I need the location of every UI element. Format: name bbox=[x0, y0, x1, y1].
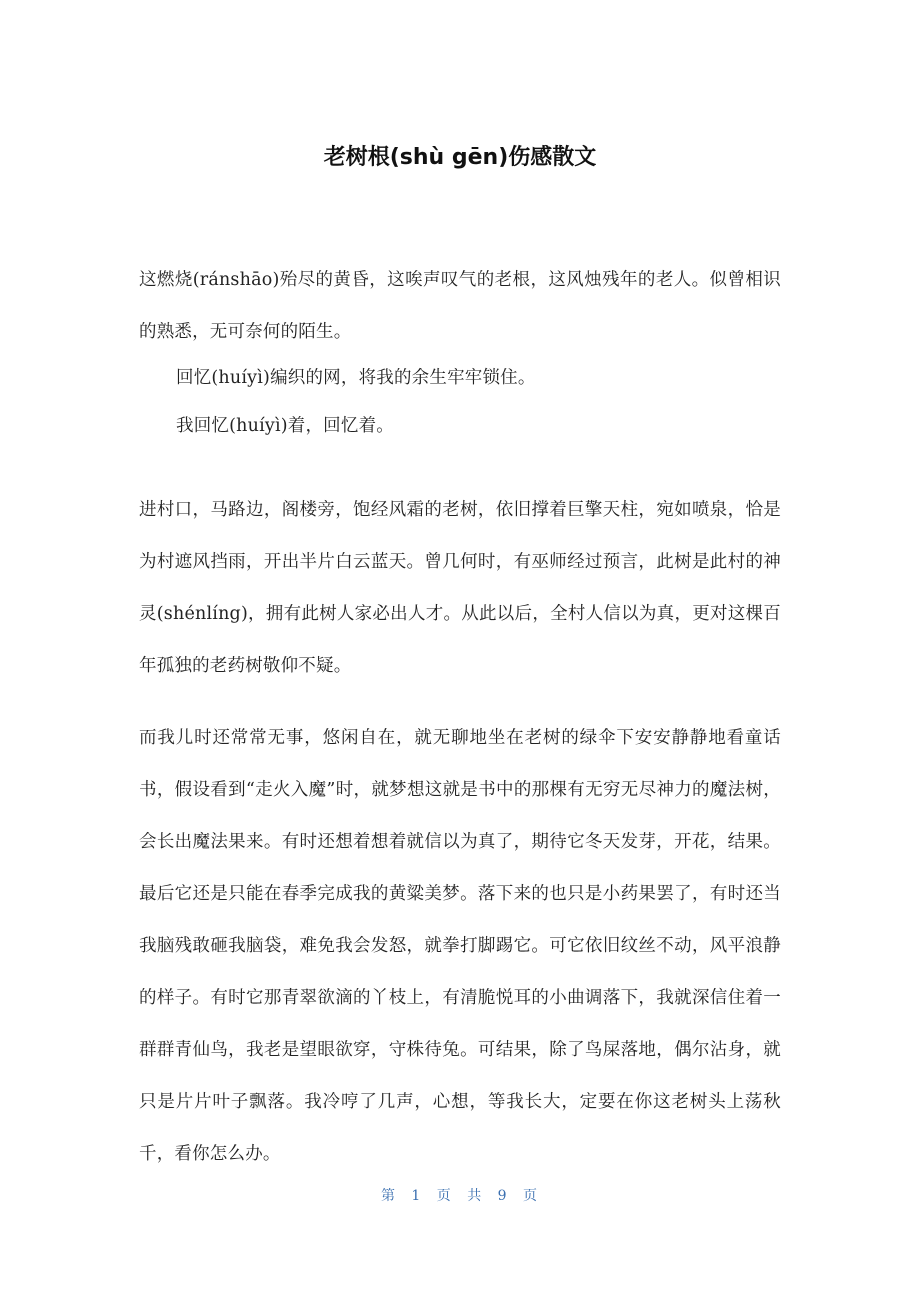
paragraph-2 bbox=[139, 352, 781, 404]
paragraph-5 bbox=[139, 712, 781, 1180]
document-title: 老树根(shù gēn)伤感散文 bbox=[323, 145, 597, 170]
paragraph-text: 这燃烧(ránshāo)殆尽的黄昏，这唉声叹气的老根，这风烛残年的老人。似曾相识的熟悉，无可奈何的陌生。 bbox=[139, 270, 781, 342]
paragraph-text: 而我儿时还常常无事，悠闲自在，就无聊地坐在老树的绿伞下安安静静地看童话书，假设看到“走火入魔”时，就梦想这就是书中的那棵有无穷无尽神力的魔法树，会长出魔法果来。有时还想着想着就信以为真了，期待它冬天发芽，开花，结果。最后它还是只能在春季完成我的黄粱美梦。落下来的也只是小药果罢了，有时还当我脑残敢砸我脑袋，难免我会发怒，就拳打脚踢它。可它依旧纹丝不动，风平浪静的样子。有时它那青翠欲滴的丫枝上，有清脆悦耳的小曲调落下，我就深信住着一群群青仙鸟，我老是望眼欲穿，守株待兔。可结果，除了鸟屎落地，偶尔沾身，就只是片片叶子飘落。我冷哼了几声，心想，等我长大，定要在你这老树头上荡秋千，看你怎么办。 bbox=[139, 728, 781, 1164]
paragraph-text: 我回忆(huíyì)着，回忆着。 bbox=[176, 416, 394, 436]
page-number-footer: 第 1 页 共 9 页 bbox=[380, 1188, 540, 1204]
paragraph-text: 回忆(huíyì)编织的网，将我的余生牢牢锁住。 bbox=[176, 368, 536, 388]
paragraph-text: 进村口，马路边，阁楼旁，饱经风霜的老树，依旧撑着巨擎天柱，宛如喷泉，恰是为村遮风挡雨，开出半片白云蓝天。曾几何时，有巫师经过预言，此树是此村的神灵(shénlíng)，拥有此树人家必出人才。从此以后，全村人信以为真，更对这棵百年孤独的老药树敬仰不疑。 bbox=[139, 500, 781, 676]
paragraph-4 bbox=[139, 484, 781, 692]
paragraph-3 bbox=[139, 400, 781, 452]
paragraph-1 bbox=[139, 254, 781, 358]
